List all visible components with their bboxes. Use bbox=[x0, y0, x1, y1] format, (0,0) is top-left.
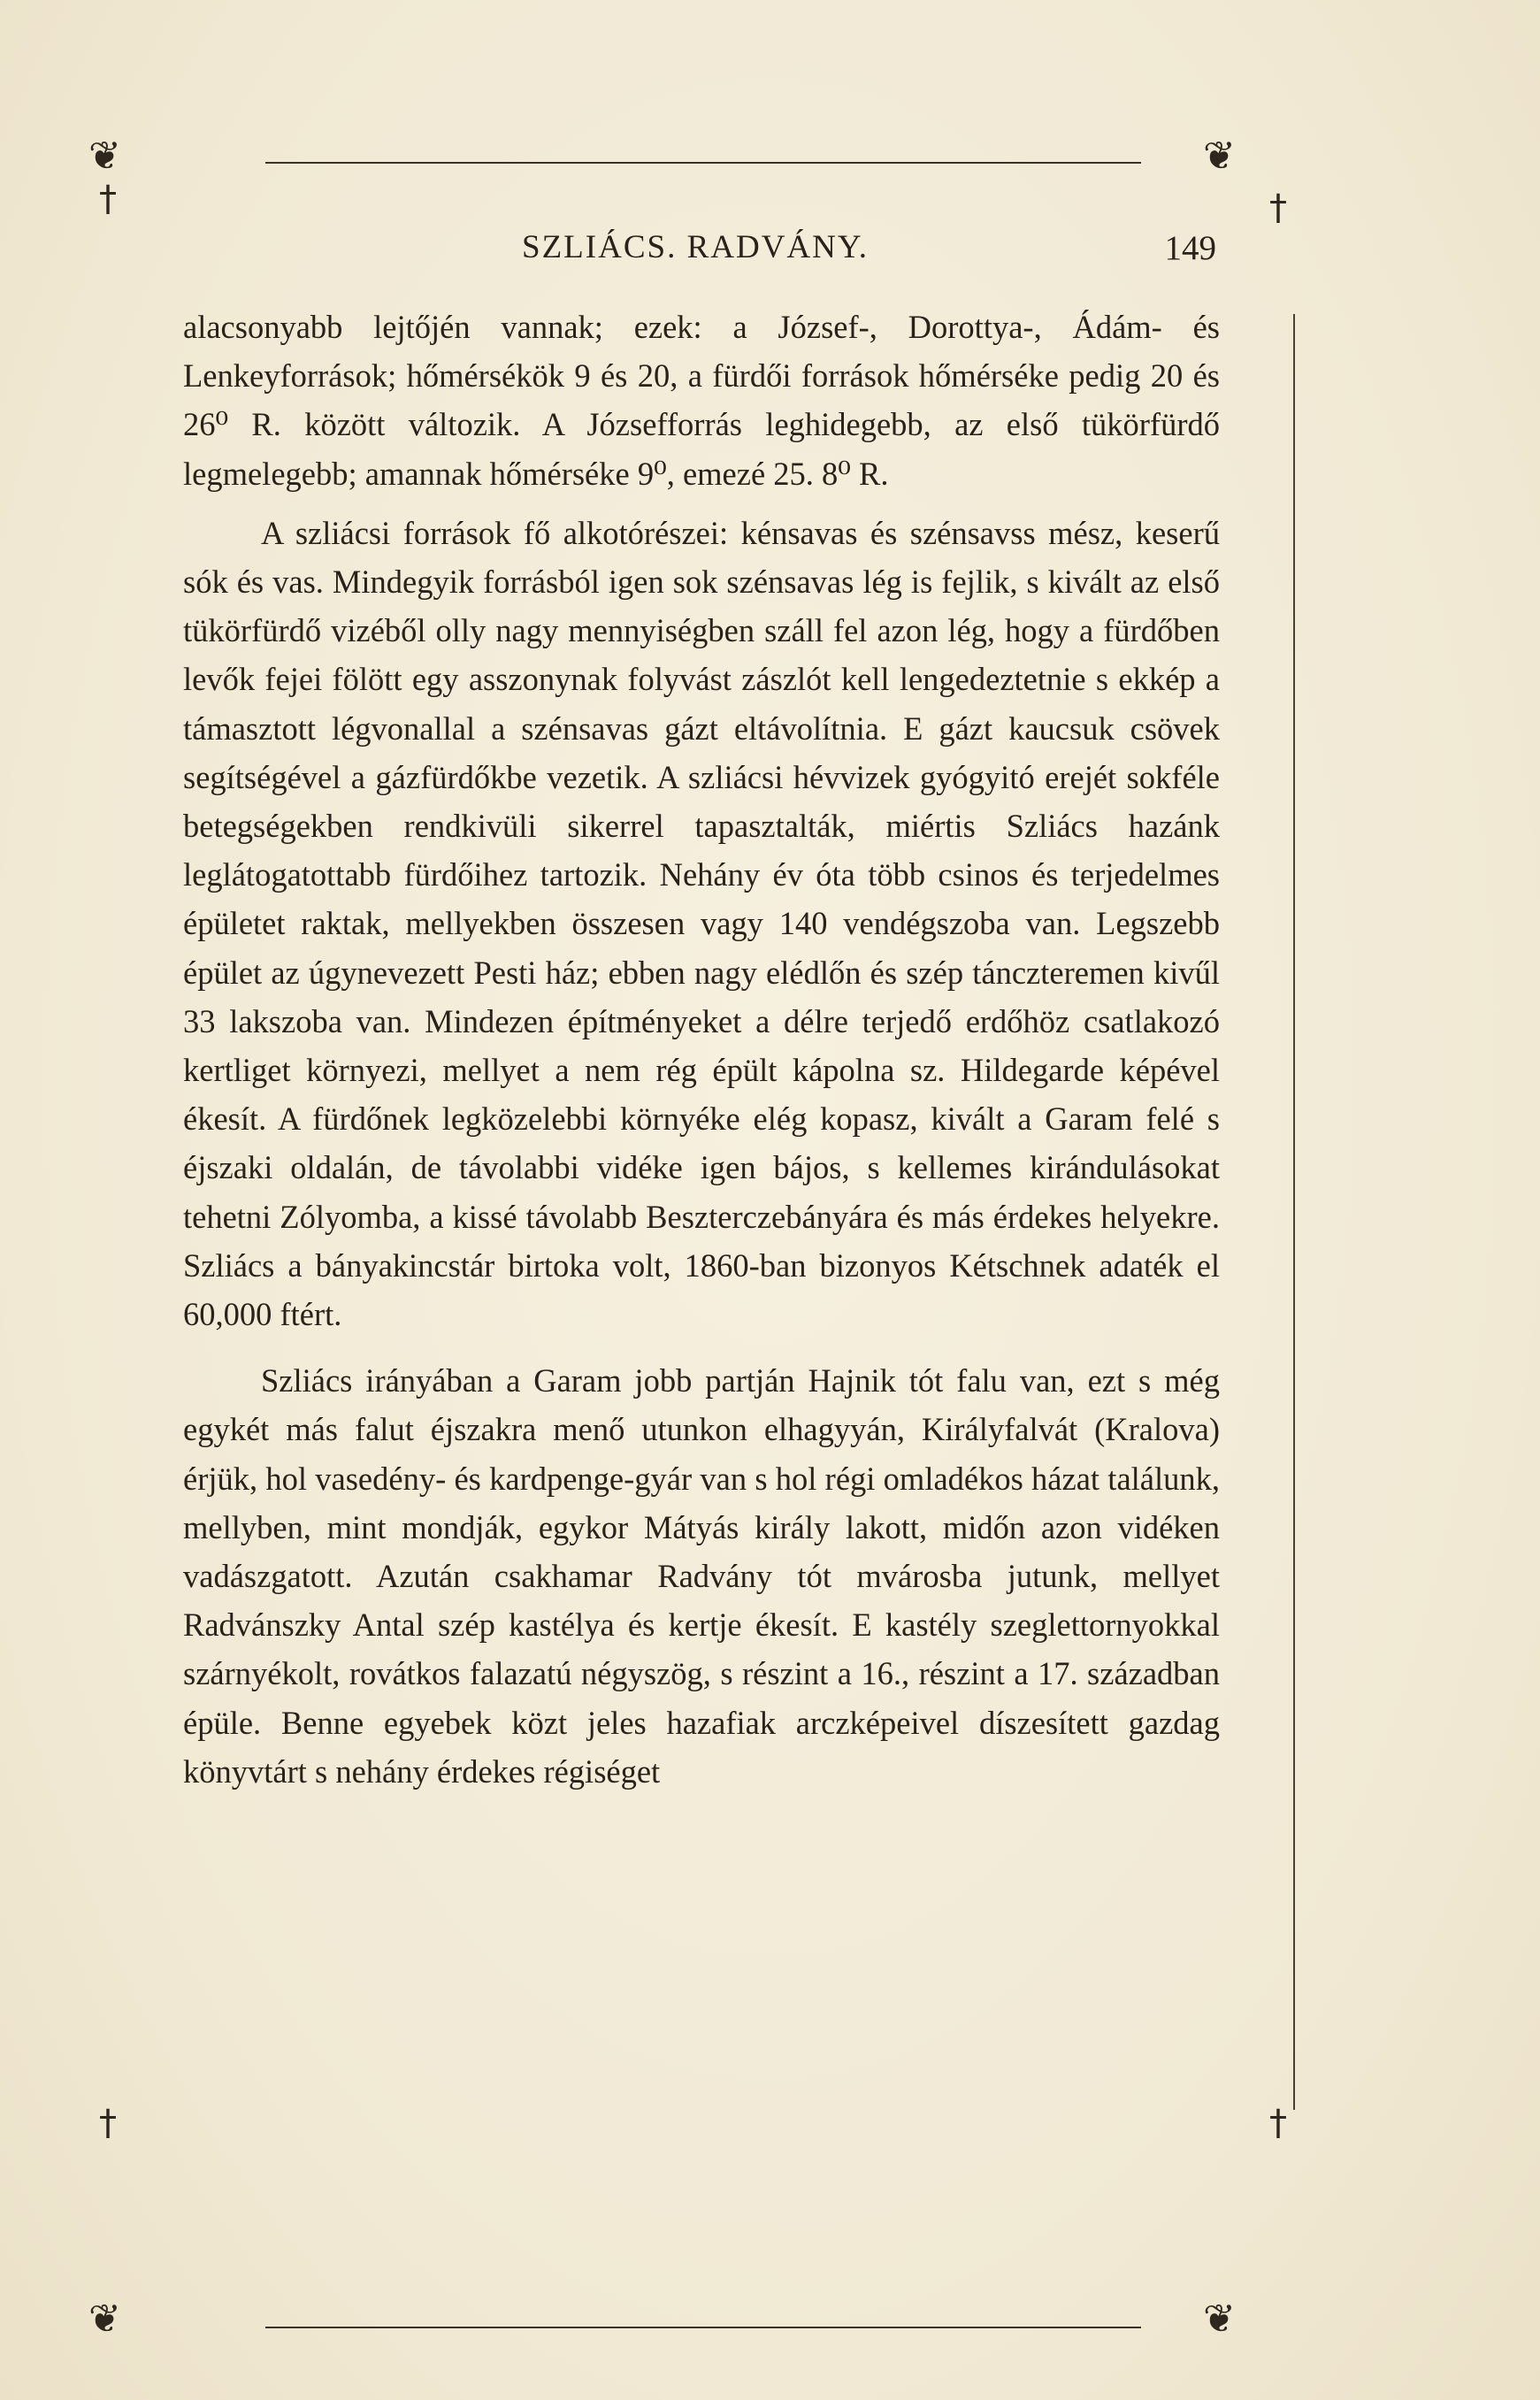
side-ornament-icon: † bbox=[99, 2103, 117, 2143]
page-number: 149 bbox=[1164, 229, 1216, 267]
running-title: SZLIÁCS. RADVÁNY. bbox=[522, 229, 870, 265]
paragraph: A szliácsi források fő alkotórészei: kénsavas és szénsavss mész, keserű sók és vas. Mindegyik forrásból igen sok szénsavas lég is fejlik, s kivált az első tükörfürdő vizéből olly nagy mennyiségben száll fel azon lég, hogy a fürdőben levők fejei fölött egy asszonynak folyvást zászlót kell lengedeztetnie s ekkép a támasztott légvonallal a szénsavas gázt eltávolítnia. E gázt kaucsuk csövek segítségével a gázfürdőkbe vezetik. A szliácsi hévvizek gyógyitó erejét sokféle betegségekben rendkivüli sikerrel tapasztalták, miértis Szliács hazánk leglátogatottabb fürdőihez tartozik. Nehány év óta több csinos és terjedelmes épületet raktak, mellyekben összesen vagy 140 vendégszoba van. Legszebb épület az úgynevezett Pesti ház; ebben nagy elédlőn és szép tánczteremen kivűl 33 lakszoba van. Mindezen építményeket a délre terjedő erdőhöz csatlakozó kertliget környezi, mellyet a nem rég épült kápolna sz. Hildegarde képével ékesít. A fürdőnek legközelebbi környéke elég kopasz, kivált a Garam felé s éjszaki oldalán, de távolabbi vidéke igen bájos, s kellemes kirándulásokat tehetni Zólyomba, a kissé távolabb Beszterczebányára és más érdekes helyekre. Szliács a bányakincstár birtoka volt, 1860-ban bizonyos Kétschnek adaték el 60,000 ftért. bbox=[183, 514, 1220, 1333]
corner-ornament-icon: ❦ bbox=[1203, 134, 1236, 179]
side-ornament-icon: † bbox=[99, 179, 117, 219]
frame-right-rule bbox=[1293, 314, 1295, 2110]
frame-bottom-rule bbox=[265, 2327, 1141, 2328]
body-text bbox=[183, 303, 1220, 1796]
side-ornament-icon: † bbox=[1269, 2103, 1287, 2143]
corner-ornament-icon: ❦ bbox=[88, 2296, 121, 2342]
paragraph: Szliács irányában a Garam jobb partján Hajnik tót falu van, ezt s még egykét más falut éjszakra menő utunkon elhagyyán, Királyfalvát (Kralova) érjük, hol vasedény- és kardpenge-gyár van s hol régi omladékos házat találunk, mellyben, mint mondják, egykor Mátyás király lakott, midőn azon vidéken vadászgatott. Azután csakhamar Radvány tót mvárosba jutunk, mellyet Radvánszky Antal szép kastélya és kertje ékesít. E kastély szeglettornyokkal szárnyékolt, rovátkos falazatú négyszög, s részint a 16., részint a 17. században épüle. Benne egyebek közt jeles hazafiak arczképeivel díszesített gazdag könyvtárt s nehány érdekes régiséget bbox=[183, 1362, 1220, 1790]
corner-ornament-icon: ❦ bbox=[1203, 2296, 1236, 2342]
frame-top-rule bbox=[265, 162, 1141, 164]
side-ornament-icon: † bbox=[1269, 188, 1287, 228]
corner-ornament-icon: ❦ bbox=[88, 134, 121, 179]
running-header bbox=[186, 228, 1225, 272]
paragraph: alacsonyabb lejtőjén vannak; ezek: a József-, Dorottya-, Ádám- és Lenkeyforrások; hőmérsékök 9 és 20, a fürdői források hőmérséke pedig 20 és 26⁰ R. között változik. A Józsefforrás leghidegebb, az első tükörfürdő legmelegebb; amannak hőmérséke 9⁰, emezé 25. 8⁰ R. bbox=[183, 309, 1220, 492]
